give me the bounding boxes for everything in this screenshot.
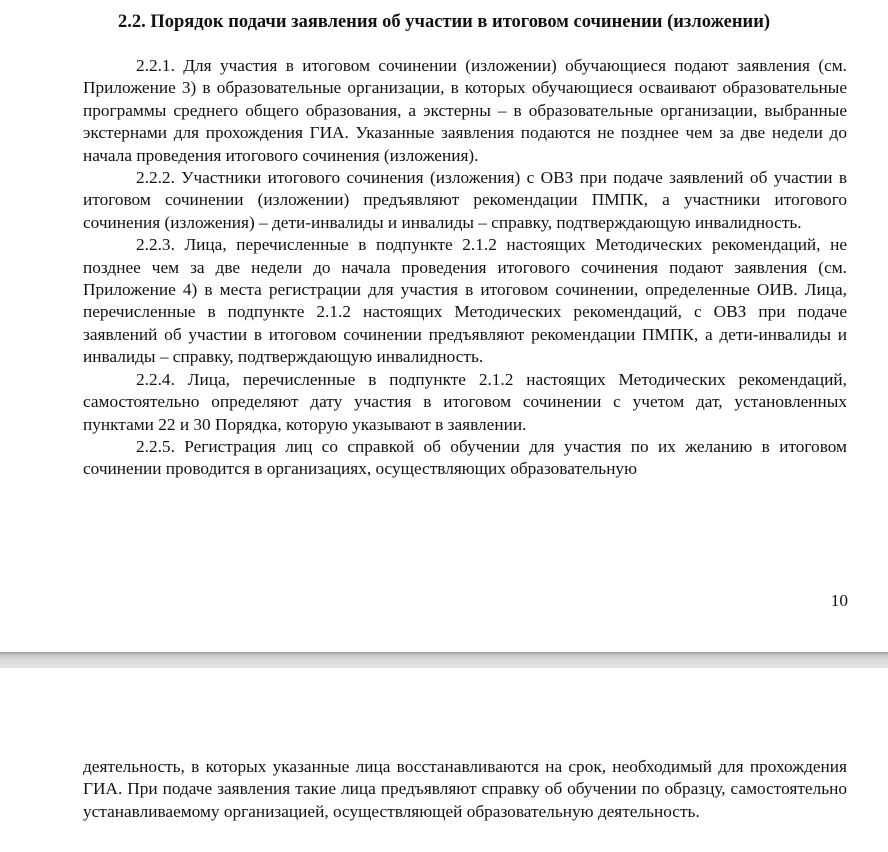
page-separator <box>0 652 888 668</box>
section-body-continued <box>83 756 847 823</box>
paragraph-2-2-3: 2.2.3. Лица, перечисленные в подпункте 2.1.2 настоящих Методических рекомендаций, не позднее чем за две недели до начала проведения итогового сочинения подают заявления (см. Приложение 4) в места регистрации для участия в итоговом сочинении, определенные ОИВ. Лица, перечисленные в подпункте 2.1.2 настоящих Методических рекомендаций, с ОВЗ при подаче заявлений об участии в итоговом сочинении предъявляют рекомендации ПМПК, а дети-инвалиды и инвалиды – справку, подтверждающую инвалидность. <box>83 235 847 367</box>
paragraph-2-2-5: 2.2.5. Регистрация лиц со справкой об обучении для участия по их желанию в итоговом сочинении проводится в организациях, осуществляющих образовательную <box>83 436 847 479</box>
section-heading: 2.2. Порядок подачи заявления об участии в итоговом сочинении (изложении) <box>117 12 771 32</box>
document-page-11 <box>0 668 888 852</box>
paragraph-2-2-1: 2.2.1. Для участия в итоговом сочинении (изложении) обучающиеся подают заявления (см. Приложение 3) в образовательные организации, в которых обучающиеся осваивают образовательные программы среднего общего образования, а экстерны – в образовательные организации, выбранные экстернами для прохождения ГИА. Указанные заявления подаются не позднее чем за две недели до начала проведения итогового сочинения (изложения). <box>83 56 847 165</box>
page-number: 10 <box>830 591 848 610</box>
paragraph-2-2-5-continuation: деятельность, в которых указанные лица восстанавливаются на срок, необходимый для прохождения ГИА. При подаче заявления такие лица предъявляют справку об обучении по образцу, самостоятельно устанавливаемому организацией, осуществляющей образовательную деятельность. <box>83 757 847 821</box>
paragraph-2-2-2: 2.2.2. Участники итогового сочинения (изложения) с ОВЗ при подаче заявлений об участии в итоговом сочинении (изложении) предъявляют рекомендации ПМПК, а участники итогового сочинения (изложения) – дети-инвалиды и инвалиды – справку, подтверждающую инвалидность. <box>83 168 847 232</box>
section-body <box>83 55 847 481</box>
paragraph-2-2-4: 2.2.4. Лица, перечисленные в подпункте 2.1.2 настоящих Методических рекомендаций, самостоятельно определяют дату участия в итоговом сочинении с учетом дат, установленных пунктами 22 и 30 Порядка, которую указывают в заявлении. <box>83 369 847 434</box>
